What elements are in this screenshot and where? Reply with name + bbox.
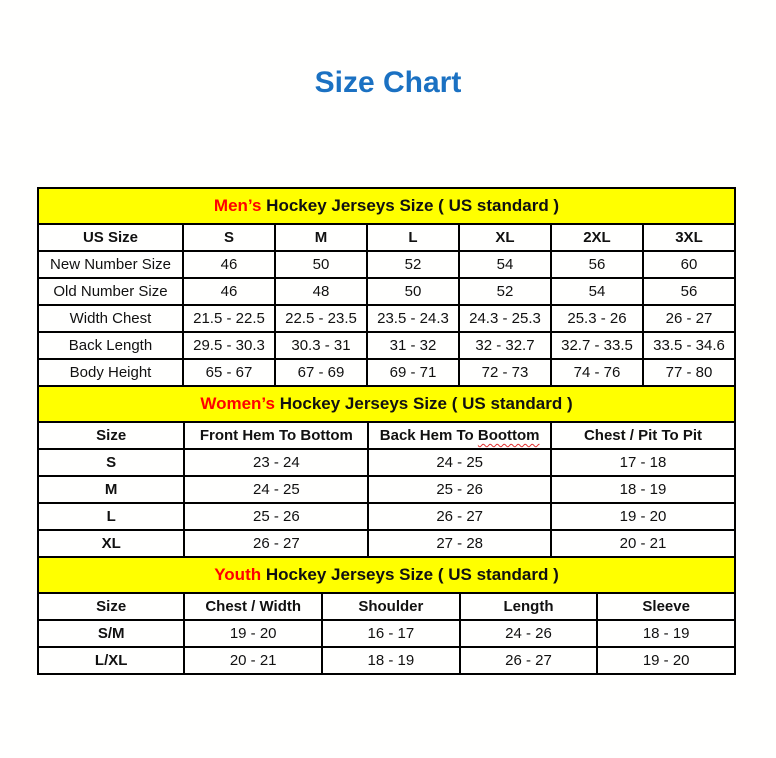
cell-value: 26 - 27	[368, 503, 551, 530]
cell-value: 25.3 - 26	[551, 305, 643, 332]
cell-value: 60	[643, 251, 735, 278]
cell-value: 18 - 19	[322, 647, 460, 674]
table-row	[38, 620, 735, 647]
cell-value: 24 - 25	[184, 476, 368, 503]
col-header-size: Size	[38, 593, 184, 620]
cell-value: 26 - 27	[460, 647, 598, 674]
table-row	[38, 449, 735, 476]
mens-size-table	[37, 187, 736, 387]
cell-value: 56	[643, 278, 735, 305]
youth-section-title-row	[38, 557, 735, 593]
cell-value: 32.7 - 33.5	[551, 332, 643, 359]
cell-value: 48	[275, 278, 367, 305]
cell-value: 29.5 - 30.3	[183, 332, 275, 359]
cell-value: 33.5 - 34.6	[643, 332, 735, 359]
col-header-l: L	[367, 224, 459, 251]
table-row	[38, 503, 735, 530]
cell-value: 67 - 69	[275, 359, 367, 386]
cell-value: 20 - 21	[184, 647, 322, 674]
cell-value: 46	[183, 278, 275, 305]
cell-value: 24.3 - 25.3	[459, 305, 551, 332]
col-header-chest-width: Chest / Width	[184, 593, 322, 620]
youth-header-row	[38, 593, 735, 620]
youth-section-title-rest: Hockey Jerseys Size ( US standard )	[261, 565, 559, 584]
cell-value: 18 - 19	[551, 476, 735, 503]
table-row	[38, 278, 735, 305]
mens-section-title	[38, 188, 735, 224]
cell-value: 56	[551, 251, 643, 278]
row-label: S/M	[38, 620, 184, 647]
size-chart-tables	[37, 187, 736, 675]
col-header-m: M	[275, 224, 367, 251]
row-label: S	[38, 449, 184, 476]
cell-value: 17 - 18	[551, 449, 735, 476]
cell-value: 22.5 - 23.5	[275, 305, 367, 332]
table-row	[38, 332, 735, 359]
table-row	[38, 647, 735, 674]
row-label: Back Length	[38, 332, 183, 359]
col-header-length: Length	[460, 593, 598, 620]
cell-value: 32 - 32.7	[459, 332, 551, 359]
col-header-shoulder: Shoulder	[322, 593, 460, 620]
cell-value: 31 - 32	[367, 332, 459, 359]
womens-section-title-row	[38, 386, 735, 422]
row-label: New Number Size	[38, 251, 183, 278]
mens-section-title-rest: Hockey Jerseys Size ( US standard )	[261, 196, 560, 215]
cell-value: 27 - 28	[368, 530, 551, 557]
table-row	[38, 359, 735, 386]
cell-value: 54	[459, 251, 551, 278]
cell-value: 19 - 20	[551, 503, 735, 530]
row-label: Old Number Size	[38, 278, 183, 305]
cell-value: 21.5 - 22.5	[183, 305, 275, 332]
cell-value: 30.3 - 31	[275, 332, 367, 359]
table-row	[38, 251, 735, 278]
col-header-2xl: 2XL	[551, 224, 643, 251]
mens-header-row	[38, 224, 735, 251]
cell-value: 19 - 20	[597, 647, 735, 674]
womens-section-title-rest: Hockey Jerseys Size ( US standard )	[274, 394, 573, 413]
table-row	[38, 305, 735, 332]
col-header-s: S	[183, 224, 275, 251]
cell-value: 19 - 20	[184, 620, 322, 647]
cell-value: 24 - 25	[368, 449, 551, 476]
cell-value: 23 - 24	[184, 449, 368, 476]
cell-value: 25 - 26	[184, 503, 368, 530]
youth-section-title	[38, 557, 735, 593]
cell-value: 16 - 17	[322, 620, 460, 647]
cell-value: 65 - 67	[183, 359, 275, 386]
col-header-front-hem: Front Hem To Bottom	[184, 422, 368, 449]
youth-size-table	[37, 556, 736, 675]
cell-value: 24 - 26	[460, 620, 598, 647]
womens-section-title-highlight: Women’s	[200, 394, 275, 413]
table-row	[38, 476, 735, 503]
cell-value: 23.5 - 24.3	[367, 305, 459, 332]
col-header-3xl: 3XL	[643, 224, 735, 251]
col-header-chest-pit: Chest / Pit To Pit	[551, 422, 735, 449]
cell-value: 52	[459, 278, 551, 305]
col-header-sleeve: Sleeve	[597, 593, 735, 620]
womens-section-title	[38, 386, 735, 422]
row-label: Width Chest	[38, 305, 183, 332]
cell-value: 52	[367, 251, 459, 278]
row-label: L/XL	[38, 647, 184, 674]
cell-value: 54	[551, 278, 643, 305]
cell-value: 72 - 73	[459, 359, 551, 386]
mens-section-title-highlight: Men’s	[213, 196, 262, 215]
col-header-xl: XL	[459, 224, 551, 251]
col-header-back-hem	[368, 422, 551, 449]
row-label: XL	[38, 530, 184, 557]
cell-value: 77 - 80	[643, 359, 735, 386]
col-header-size: Size	[38, 422, 184, 449]
col-header-back-hem-misspelled-word: Boottom	[477, 427, 540, 444]
cell-value: 50	[367, 278, 459, 305]
womens-header-row	[38, 422, 735, 449]
cell-value: 50	[275, 251, 367, 278]
row-label: M	[38, 476, 184, 503]
row-label: Body Height	[38, 359, 183, 386]
page-title: Size Chart	[314, 66, 462, 99]
youth-section-title-highlight: Youth	[214, 565, 262, 584]
cell-value: 74 - 76	[551, 359, 643, 386]
table-row	[38, 530, 735, 557]
mens-section-title-row	[38, 188, 735, 224]
cell-value: 25 - 26	[368, 476, 551, 503]
cell-value: 26 - 27	[184, 530, 368, 557]
womens-size-table	[37, 385, 736, 558]
col-header-us-size: US Size	[38, 224, 183, 251]
col-header-back-hem-prefix: Back Hem To	[379, 427, 478, 444]
cell-value: 18 - 19	[597, 620, 735, 647]
cell-value: 26 - 27	[643, 305, 735, 332]
cell-value: 20 - 21	[551, 530, 735, 557]
row-label: L	[38, 503, 184, 530]
cell-value: 46	[183, 251, 275, 278]
cell-value: 69 - 71	[367, 359, 459, 386]
